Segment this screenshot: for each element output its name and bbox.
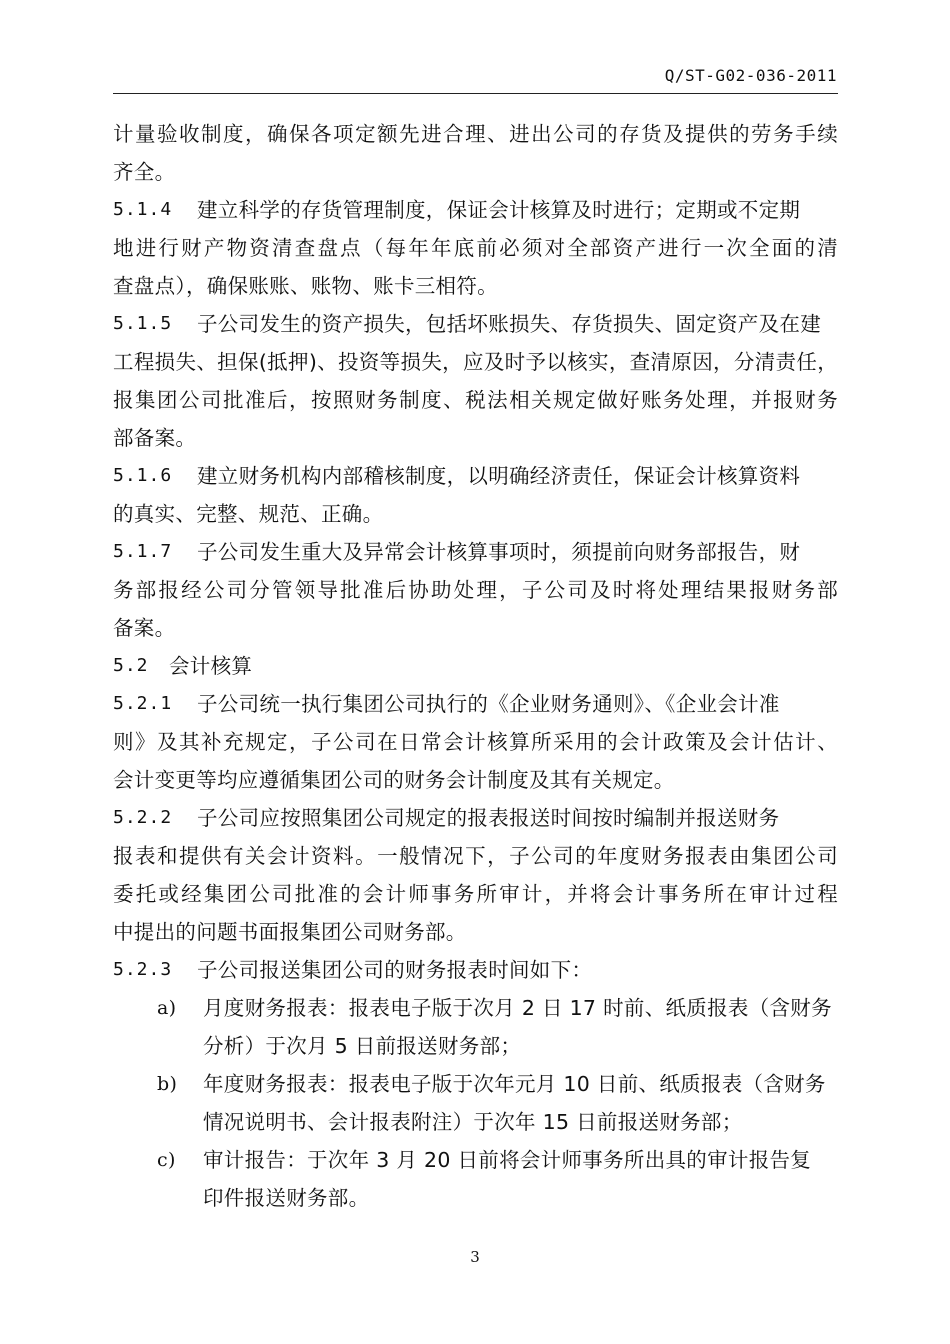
section-5-2-1	[113, 685, 838, 723]
paragraph-line: 工程损失、担保(抵押)、投资等损失，应及时予以核实，查清原因，分清责任，	[113, 350, 838, 374]
section-number: 5.1.7	[113, 541, 173, 562]
document-header-code: Q/ST-G02-036-2011	[664, 66, 837, 85]
paragraph-line: 会计变更等均应遵循集团公司的财务会计制度及其有关规定。	[113, 768, 675, 792]
section-number: 5.1.4	[113, 199, 173, 220]
section-number: 5.2.3	[113, 959, 173, 980]
section-number: 5.1.6	[113, 465, 173, 486]
list-item-c	[113, 1141, 838, 1179]
list-item-b	[113, 1065, 838, 1103]
section-number: 5.1.5	[113, 313, 173, 334]
list-marker: a)	[157, 997, 177, 1019]
paragraph-line: 部备案。	[113, 426, 197, 450]
section-5-1-5	[113, 305, 838, 343]
section-5-1-6	[113, 457, 838, 495]
header-rule	[113, 93, 838, 94]
paragraph-line: 的真实、完整、规范、正确。	[113, 502, 384, 526]
section-number: 5.2	[113, 655, 149, 676]
section-title: 会计核算	[169, 654, 253, 678]
paragraph-text: 子公司报送集团公司的财务报表时间如下：	[197, 958, 593, 982]
paragraph-line: 报集团公司批准后，按照财务制度、税法相关规定做好账务处理，并报财务	[113, 388, 838, 412]
section-5-2-2	[113, 799, 838, 837]
section-number: 5.2.1	[113, 693, 173, 714]
paragraph-line: 中提出的问题书面报集团公司财务部。	[113, 920, 467, 944]
paragraph-text: 建立科学的存货管理制度，保证会计核算及时进行；定期或不定期	[197, 198, 801, 222]
paragraph-text: 建立财务机构内部稽核制度，以明确经济责任，保证会计核算资料	[197, 464, 801, 488]
document-body	[113, 115, 838, 1217]
paragraph-line: 计量验收制度，确保各项定额先进合理、进出公司的存货及提供的劳务手续	[113, 122, 838, 146]
list-item-continuation: 印件报送财务部。	[203, 1186, 370, 1210]
paragraph-line: 齐全。	[113, 160, 176, 184]
list-item-continuation: 分析）于次月 5 日前报送财务部；	[203, 1034, 522, 1058]
section-5-1-7	[113, 533, 838, 571]
list-item-continuation: 情况说明书、会计报表附注）于次年 15 日前报送财务部；	[203, 1110, 743, 1134]
section-5-2-3	[113, 951, 838, 989]
paragraph-text: 子公司应按照集团公司规定的报表报送时间按时编制并报送财务	[197, 806, 780, 830]
paragraph-line: 报表和提供有关会计资料。一般情况下，子公司的年度财务报表由集团公司	[113, 844, 838, 868]
paragraph-line: 备案。	[113, 616, 176, 640]
list-marker: c)	[157, 1149, 176, 1171]
page-number: 3	[470, 1248, 480, 1266]
paragraph-line: 查盘点），确保账账、账物、账卡三相符。	[113, 274, 498, 298]
list-marker: b)	[157, 1073, 178, 1095]
list-item-text: 审计报告：于次年 3 月 20 日前将会计师事务所出具的审计报告复	[203, 1148, 812, 1172]
list-item-text: 月度财务报表：报表电子版于次月 2 日 17 时前、纸质报表（含财务	[203, 996, 832, 1020]
paragraph-line: 则》及其补充规定，子公司在日常会计核算所采用的会计政策及会计估计、	[113, 730, 838, 754]
paragraph-line: 务部报经公司分管领导批准后协助处理，子公司及时将处理结果报财务部	[113, 578, 838, 602]
paragraph-text: 子公司发生重大及异常会计核算事项时，须提前向财务部报告，财	[197, 540, 801, 564]
paragraph-line: 委托或经集团公司批准的会计师事务所审计，并将会计事务所在审计过程	[113, 882, 838, 906]
paragraph-text: 子公司发生的资产损失，包括坏账损失、存货损失、固定资产及在建	[197, 312, 821, 336]
list-item-text: 年度财务报表：报表电子版于次年元月 10 日前、纸质报表（含财务	[203, 1072, 826, 1096]
section-5-2-heading	[113, 647, 838, 685]
section-5-1-4	[113, 191, 838, 229]
paragraph-line: 地进行财产物资清查盘点（每年年底前必须对全部资产进行一次全面的清	[113, 236, 838, 260]
paragraph-text: 子公司统一执行集团公司执行的《企业财务通则》、《企业会计准	[197, 692, 780, 716]
list-item-a	[113, 989, 838, 1027]
section-number: 5.2.2	[113, 807, 173, 828]
